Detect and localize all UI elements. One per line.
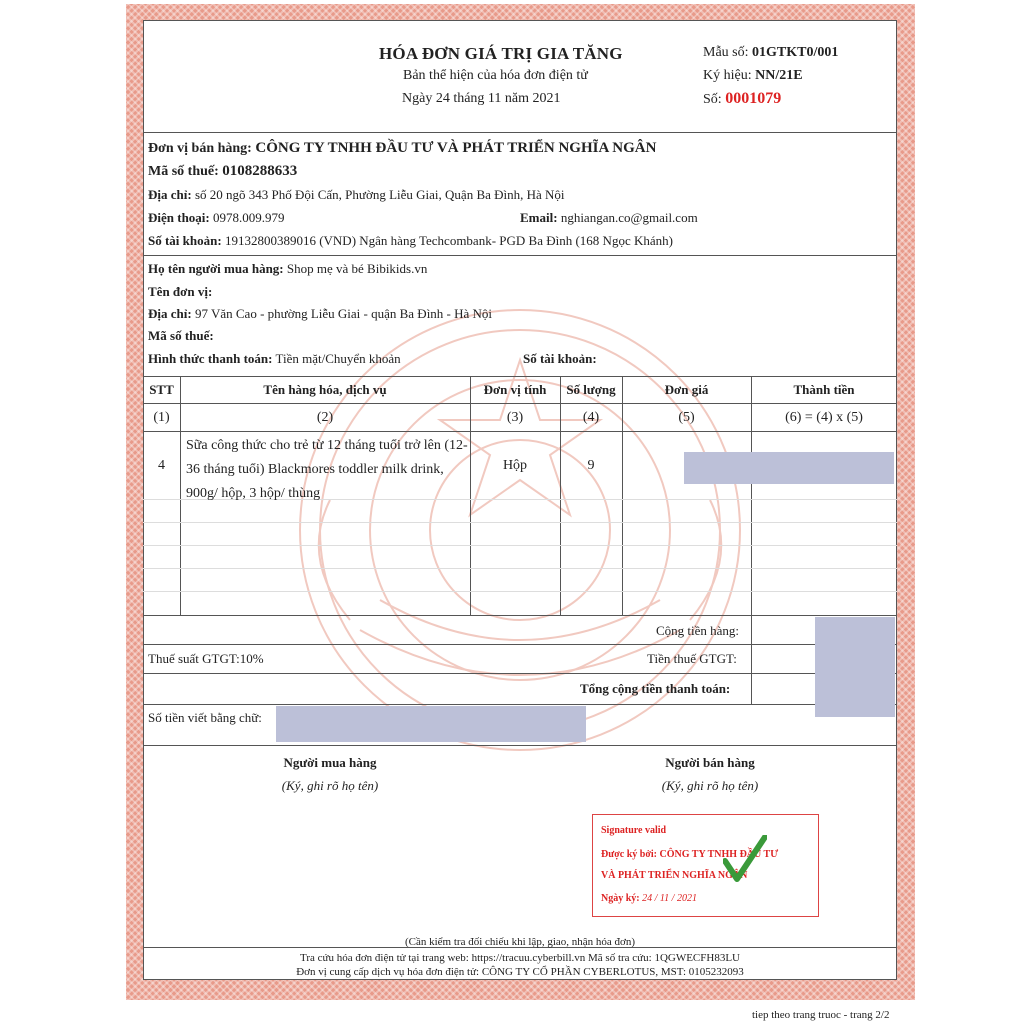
seller-email-label: Email: <box>520 210 558 225</box>
col-header-unit: Đơn vị tính <box>483 382 547 397</box>
number-value: 0001079 <box>725 90 782 107</box>
payment-method: Tiền mặt/Chuyển khoản <box>275 351 401 366</box>
divider <box>143 745 897 746</box>
seller-tax: 0108288633 <box>222 163 298 179</box>
buyer-sign-title: Người mua hàng <box>283 755 377 770</box>
seller-name: CÔNG TY TNHH ĐẦU TƯ VÀ PHÁT TRIỂN NGHĨA NGÂN <box>255 140 657 156</box>
divider <box>143 704 897 705</box>
redacted-price-amount <box>684 452 894 484</box>
vat-rate-label: Thuế suất GTGT: <box>148 651 240 666</box>
number-label: Số: <box>703 92 722 107</box>
sign-date: 24 / 11 / 2021 <box>642 893 697 904</box>
form-number-label: Mẫu số: <box>703 45 749 60</box>
seller-sign-note: (Ký, ghi rõ họ tên) <box>661 778 759 793</box>
buyer-name-row <box>148 261 427 277</box>
signed-by-line2: VÀ PHÁT TRIỂN NGHĨA NGÂN <box>601 870 748 881</box>
table-header-border <box>143 403 897 404</box>
page-note: tiep theo trang truoc - trang 2/2 <box>752 1009 890 1021</box>
symbol-label: Ký hiệu: <box>703 68 752 83</box>
col-number: (2) <box>316 410 334 425</box>
buyer-unit-label: Tên đơn vị: <box>148 284 213 299</box>
row-guide <box>143 591 897 592</box>
row-guide <box>143 568 897 569</box>
redacted-amount-in-words <box>276 706 586 742</box>
col-header-stt: STT <box>149 382 174 397</box>
checkmark-icon <box>723 835 767 883</box>
buyer-name-label: Họ tên người mua hàng: <box>148 261 284 276</box>
form-number-value: 01GTKT0/001 <box>752 45 839 60</box>
vat-amount-label: Tiền thuế GTGT: <box>647 651 737 666</box>
table-bottom-border <box>143 615 897 616</box>
buyer-sign-note: (Ký, ghi rõ họ tên) <box>281 778 379 793</box>
seller-email: nghiangan.co@gmail.com <box>560 210 698 225</box>
signed-by-line1: CÔNG TY TNHH ĐẦU TƯ <box>659 849 779 860</box>
payment-label: Hình thức thanh toán: <box>148 351 273 366</box>
seller-email-row <box>520 210 698 226</box>
signed-by-label: Được ký bởi: <box>601 849 657 860</box>
sig-valid-text: Signature valid <box>601 825 667 836</box>
col-header-price: Đơn giá <box>664 382 709 397</box>
divider <box>143 132 897 133</box>
form-number <box>703 45 838 61</box>
check-note: (Cần kiểm tra đối chiếu khi lập, giao, nhận hóa đơn) <box>404 936 636 948</box>
buyer-address-label: Địa chỉ: <box>148 306 192 321</box>
grand-total-label: Tổng cộng tiền thanh toán: <box>580 681 731 696</box>
payment-row <box>148 351 401 367</box>
buyer-address: 97 Văn Cao - phường Liễu Giai - quận Ba Đình - Hà Nội <box>194 306 493 321</box>
seller-address-row <box>148 187 565 203</box>
subtotal-label: Cộng tiền hàng: <box>656 623 740 638</box>
sign-date-row <box>601 893 697 904</box>
totals-divider <box>751 615 752 704</box>
seller-account-label: Số tài khoản: <box>148 233 222 248</box>
vat-rate-row <box>148 651 264 667</box>
invoice-symbol <box>703 68 803 84</box>
item-stt: 4 <box>158 458 165 473</box>
col-number: (6) = (4) x (5) <box>785 410 863 425</box>
item-name: Sữa công thức cho trẻ từ 12 tháng tuổi trở lên (12-36 tháng tuổi) Blackmores toddler milk drink, 900g/ hộp, 3 hộp/ thùng <box>186 438 468 501</box>
sign-date-label: Ngày ký: <box>601 893 640 904</box>
invoice-title: HÓA ĐƠN GIÁ TRỊ GIA TĂNG <box>379 44 623 63</box>
divider <box>143 644 897 645</box>
seller-sign-title: Người bán hàng <box>665 755 755 770</box>
buyer-name: Shop mẹ và bé Bibikids.vn <box>286 261 428 276</box>
seller-name-row <box>148 140 656 157</box>
seller-phone-label: Điện thoại: <box>148 210 210 225</box>
seller-name-label: Đơn vị bán hàng: <box>148 141 252 156</box>
redacted-totals <box>815 617 895 717</box>
buyer-account-label: Số tài khoản: <box>523 351 597 366</box>
col-header-amount: Thành tiền <box>793 382 855 397</box>
seller-account: 19132800389016 (VND) Ngân hàng Techcombank- PGD Ba Đình (168 Ngọc Khánh) <box>224 233 673 248</box>
invoice-date: Ngày 24 tháng 11 năm 2021 <box>402 91 561 106</box>
digital-signature-box <box>592 814 819 917</box>
seller-tax-row <box>148 163 297 180</box>
table-colnum-border <box>143 431 897 432</box>
seller-address-label: Địa chỉ: <box>148 187 192 202</box>
col-number: (3) <box>506 410 524 425</box>
col-number: (5) <box>678 410 695 425</box>
lookup-info: Tra cứu hóa đơn điện tử tại trang web: https://tracuu.cyberbill.vn Mã số tra cứu: 1QGWECFH83LU <box>300 952 740 964</box>
vat-rate: 10% <box>239 651 264 666</box>
seller-address: số 20 ngõ 343 Phố Đội Cấn, Phường Liễu Giai, Quận Ba Đình, Hà Nội <box>194 187 565 202</box>
col-header-name: Tên hàng hóa, dịch vụ <box>263 382 387 397</box>
col-number: (1) <box>153 410 170 425</box>
amount-in-words-label: Số tiền viết bằng chữ: <box>148 710 262 725</box>
buyer-address-row <box>148 306 492 322</box>
item-unit: Hộp <box>502 458 528 473</box>
seller-phone: 0978.009.979 <box>213 210 285 225</box>
item-qty: 9 <box>587 458 595 473</box>
col-number: (4) <box>582 410 600 425</box>
col-header-qty: Số lượng <box>566 382 616 397</box>
buyer-tax-label: Mã số thuế: <box>148 328 214 343</box>
provider-info: Đơn vị cung cấp dịch vụ hóa đơn điện tử: CÔNG TY CỔ PHẦN CYBERLOTUS, MST: 0105232093 <box>296 966 744 978</box>
invoice-subtitle: Bản thể hiện của hóa đơn điện tử <box>403 68 588 83</box>
seller-account-row <box>148 233 673 249</box>
table-top-border <box>143 376 897 377</box>
divider <box>143 673 897 674</box>
row-guide <box>143 545 897 546</box>
row-guide <box>143 522 897 523</box>
symbol-value: NN/21E <box>755 68 803 83</box>
divider <box>143 255 897 256</box>
seller-phone-row <box>148 210 285 226</box>
seller-tax-label: Mã số thuế: <box>148 164 219 179</box>
invoice-number <box>703 90 781 108</box>
